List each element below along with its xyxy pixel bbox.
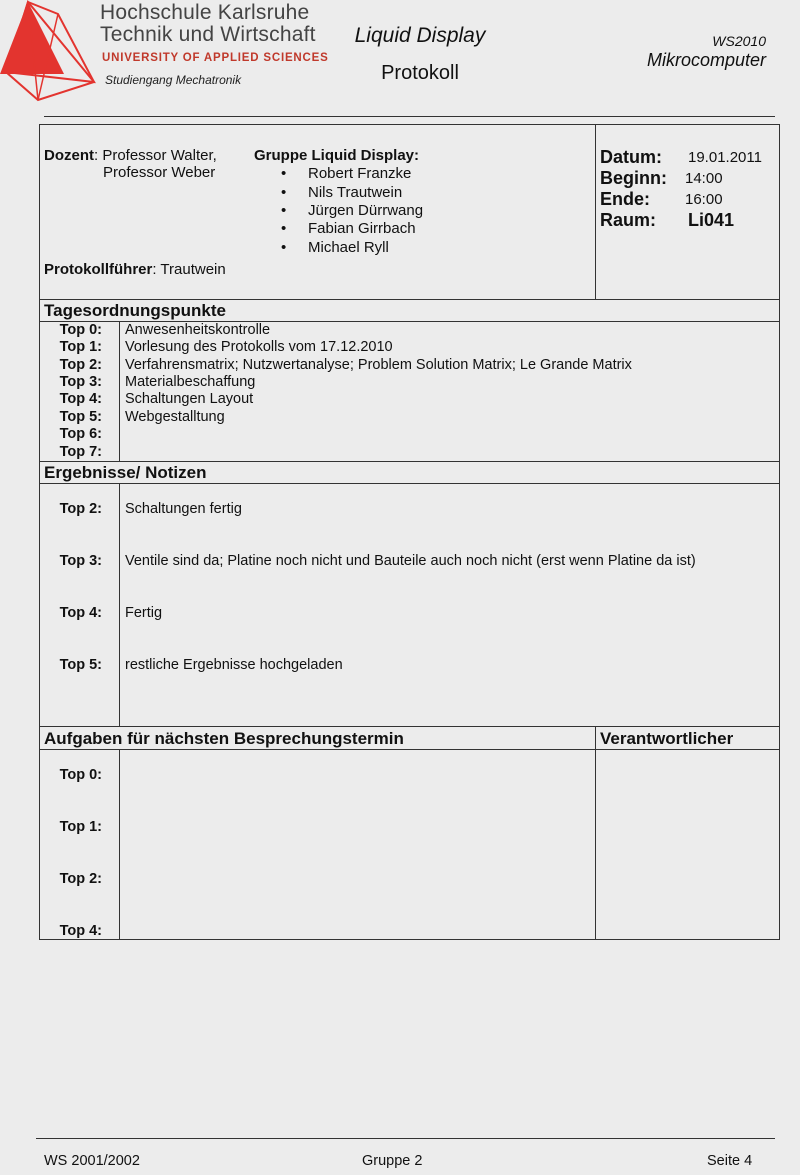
end-label: Ende: [600, 189, 651, 209]
group-heading: Gruppe Liquid Display: [254, 147, 420, 164]
footer-page: Seite 4 [707, 1153, 753, 1169]
responsible-heading: Verantwortlicher [600, 729, 734, 748]
result-item-label: Top 3: [59, 553, 102, 569]
result-item-text: Schaltungen fertig [125, 501, 242, 517]
program-name: Studiengang Mechatronik [105, 73, 242, 87]
results-label-divider [119, 483, 120, 726]
result-item-label: Top 4: [59, 605, 102, 621]
semester-label: WS2010 [712, 33, 766, 49]
agenda-item-text: Vorlesung des Protokolls vom 17.12.2010 [125, 339, 393, 355]
agenda-item-text: Verfahrensmatrix; Nutzwertanalyse; Problem Solution Matrix; Le Grande Matrix [125, 357, 632, 373]
lecturer-label: Dozent [44, 147, 94, 164]
task-item-label: Top 2: [59, 871, 102, 887]
recorder-label: Protokollführer [44, 261, 153, 278]
task-item-label: Top 4: [59, 923, 102, 939]
tasks-responsible-divider [595, 726, 596, 940]
result-item-label: Top 2: [59, 501, 102, 517]
result-item-text: Ventile sind da; Platine noch nicht und Bauteile auch noch nicht (erst wenn Platine da ist) [125, 553, 696, 569]
recorder-name: : Trautwein [152, 261, 226, 278]
footer-group: Gruppe 2 [362, 1153, 423, 1169]
agenda-item-text: Webgestalltung [125, 409, 225, 425]
tasks-label-divider [119, 749, 120, 940]
result-item-text: Fertig [125, 605, 163, 621]
course-label: Mikrocomputer [646, 50, 766, 70]
end-value: 16:00 [685, 191, 723, 208]
lecturer-name-2: Professor Weber [103, 164, 216, 181]
agenda-item-label: Top 5: [59, 409, 102, 425]
begin-value: 14:00 [685, 170, 723, 187]
agenda-top-line [39, 299, 780, 300]
result-item-label: Top 5: [59, 657, 102, 673]
results-heading-line [39, 483, 780, 484]
university-name-line1: Hochschule Karlsruhe [100, 1, 310, 24]
agenda-item-text: Anwesenheitskontrolle [125, 322, 271, 338]
agenda-heading: Tagesordnungspunkte [44, 301, 226, 320]
agenda-item-label: Top 7: [59, 444, 102, 460]
agenda-label-divider [119, 321, 120, 461]
agenda-item-label: Top 4: [59, 391, 102, 407]
task-item-label: Top 1: [59, 819, 102, 835]
results-heading: Ergebnisse/ Notizen [44, 463, 207, 482]
agenda-item-label: Top 2: [59, 357, 102, 373]
agenda-item-label: Top 1: [59, 339, 102, 355]
lecturer-name-1: : Professor Walter, [94, 147, 217, 164]
room-label: Raum: [600, 210, 657, 230]
date-value: 19.01.2011 [688, 149, 762, 166]
date-label: Datum: [600, 147, 662, 167]
recorder-line [44, 261, 226, 278]
group-member: • Robert Franzke [308, 165, 411, 182]
footer-divider [36, 1138, 775, 1139]
agenda-item-text: Materialbeschaffung [125, 374, 256, 390]
university-name-english: UNIVERSITY OF APPLIED SCIENCES [102, 52, 329, 64]
agenda-item-label: Top 6: [59, 426, 102, 442]
task-item-label: Top 0: [59, 767, 102, 783]
university-logo [0, 0, 100, 104]
results-top-line [39, 461, 780, 462]
header-divider [44, 116, 775, 117]
group-member: • Michael Ryll [308, 239, 389, 256]
tasks-heading: Aufgaben für nächsten Besprechungstermin [44, 729, 404, 748]
result-item-text: restliche Ergebnisse hochgeladen [125, 657, 343, 673]
tasks-heading-line [39, 749, 780, 750]
agenda-item-text: Schaltungen Layout [125, 391, 254, 407]
begin-label: Beginn: [600, 168, 667, 188]
group-member: • Jürgen Dürrwang [308, 202, 423, 219]
footer-semester: WS 2001/2002 [44, 1153, 140, 1169]
info-meta-divider [595, 124, 596, 299]
tasks-top-line [39, 726, 780, 727]
document-subtitle: Protokoll [381, 62, 459, 84]
protocol-table [39, 124, 780, 940]
group-member: • Nils Trautwein [308, 184, 402, 201]
university-name-line2: Technik und Wirtschaft [100, 23, 316, 46]
group-member: • Fabian Girrbach [308, 220, 416, 237]
agenda-item-label: Top 3: [59, 374, 102, 390]
document-title: Liquid Display [354, 24, 486, 47]
lecturer-line1 [44, 147, 217, 164]
room-value: Li041 [688, 210, 735, 230]
agenda-item-label: Top 0: [59, 322, 102, 338]
